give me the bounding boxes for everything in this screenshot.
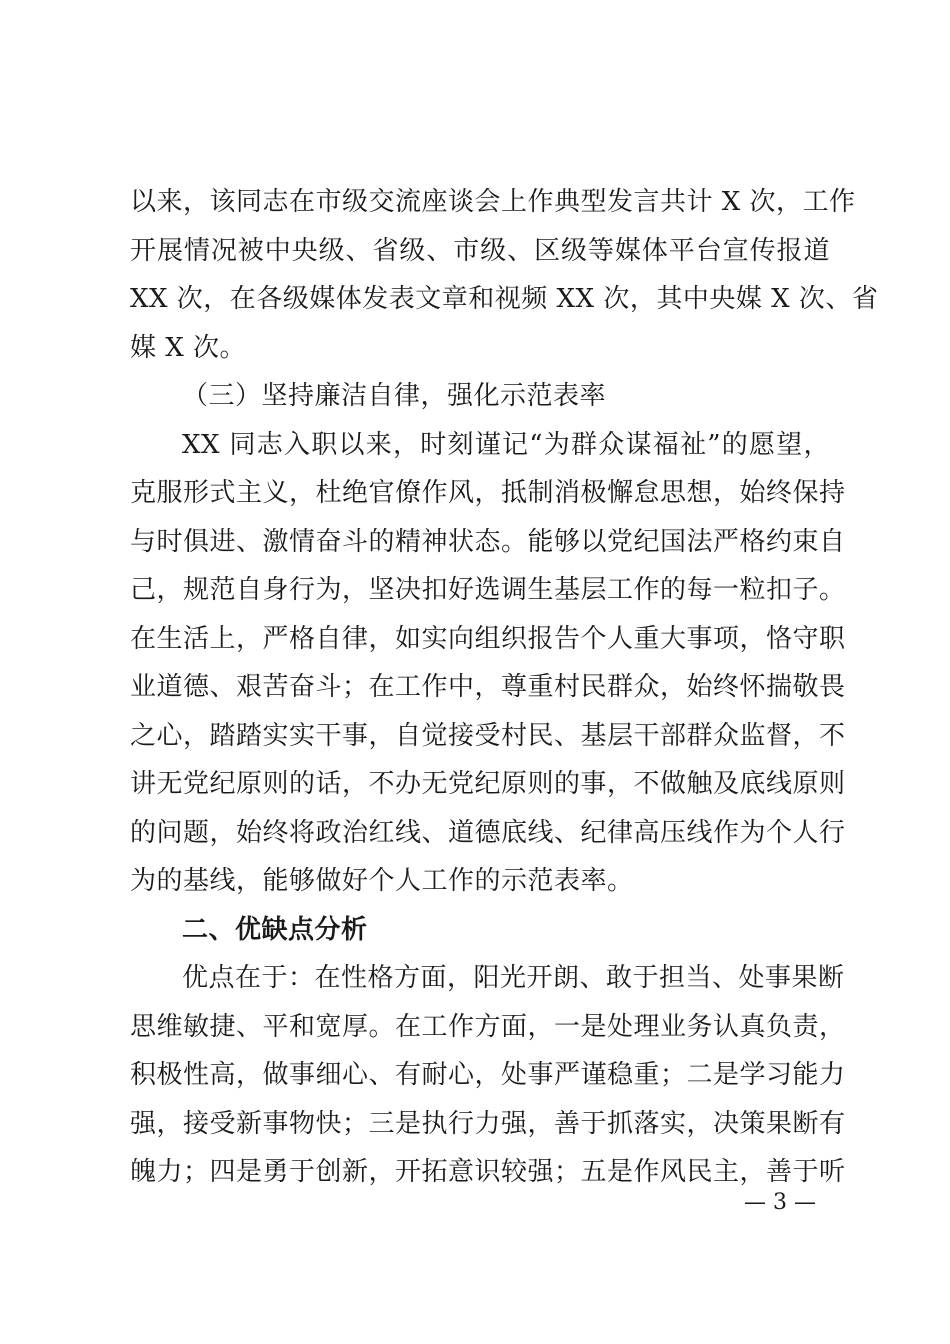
text-line: 以来，该同志在市级交流座谈会上作典型发言共计 X 次，工作 <box>130 187 856 217</box>
text-line: 业道德、艰苦奋斗；在工作中，尊重村民群众，始终怀揣敬畏 <box>130 672 846 702</box>
text-line: 之心，踏踏实实干事，自觉接受村民、基层干部群众监督，不 <box>130 720 846 751</box>
text-line: XX 同志入职以来，时刻谨记“为群众谋福祉”的愿望， <box>182 429 830 460</box>
text-line: 讲无党纪原则的话，不办无党纪原则的事，不做触及底线原则 <box>130 769 846 799</box>
text-line: XX 次，在各级媒体发表文章和视频 XX 次，其中央媒 X 次、省 <box>130 284 879 314</box>
text-line: 开展情况被中央级、省级、市级、区级等媒体平台宣传报道 <box>130 235 830 266</box>
text-line: 积极性高，做事细心、有耐心，处事严谨稳重；二是学习能力 <box>130 1060 846 1090</box>
page-number: — 3 — <box>744 1190 816 1215</box>
text-line: 在生活上，严格自律，如实向组织报告个人重大事项，恪守职 <box>130 623 846 654</box>
text-line: 与时俱进、激情奋斗的精神状态。能够以党纪国法严格约束自 <box>130 526 846 557</box>
text-line: 强，接受新事物快；三是执行力强，善于抓落实，决策果断有 <box>130 1108 846 1139</box>
subsection-heading: （三）坚持廉洁自律，强化示范表率 <box>182 381 607 411</box>
text-line: 的问题，始终将政治红线、道德底线、纪律高压线作为个人行 <box>130 817 846 848</box>
text-line: 优点在于：在性格方面，阳光开朗、敢于担当、处事果断 <box>182 963 845 993</box>
document-body <box>130 178 879 1197</box>
text-line: 魄力；四是勇于创新，开拓意识较强；五是作风民主，善于听 <box>130 1157 846 1187</box>
text-line: 克服形式主义，杜绝官僚作风，抵制消极懈怠思想，始终保持 <box>130 478 846 508</box>
text-line: 己，规范自身行为，坚决扣好选调生基层工作的每一粒扣子。 <box>130 575 846 605</box>
text-line: 媒 X 次。 <box>130 332 247 363</box>
text-line: 思维敏捷、平和宽厚。在工作方面，一是处理业务认真负责， <box>130 1011 846 1042</box>
section-heading: 二、优缺点分析 <box>182 914 368 945</box>
text-line: 为的基线，能够做好个人工作的示范表率。 <box>130 866 634 896</box>
